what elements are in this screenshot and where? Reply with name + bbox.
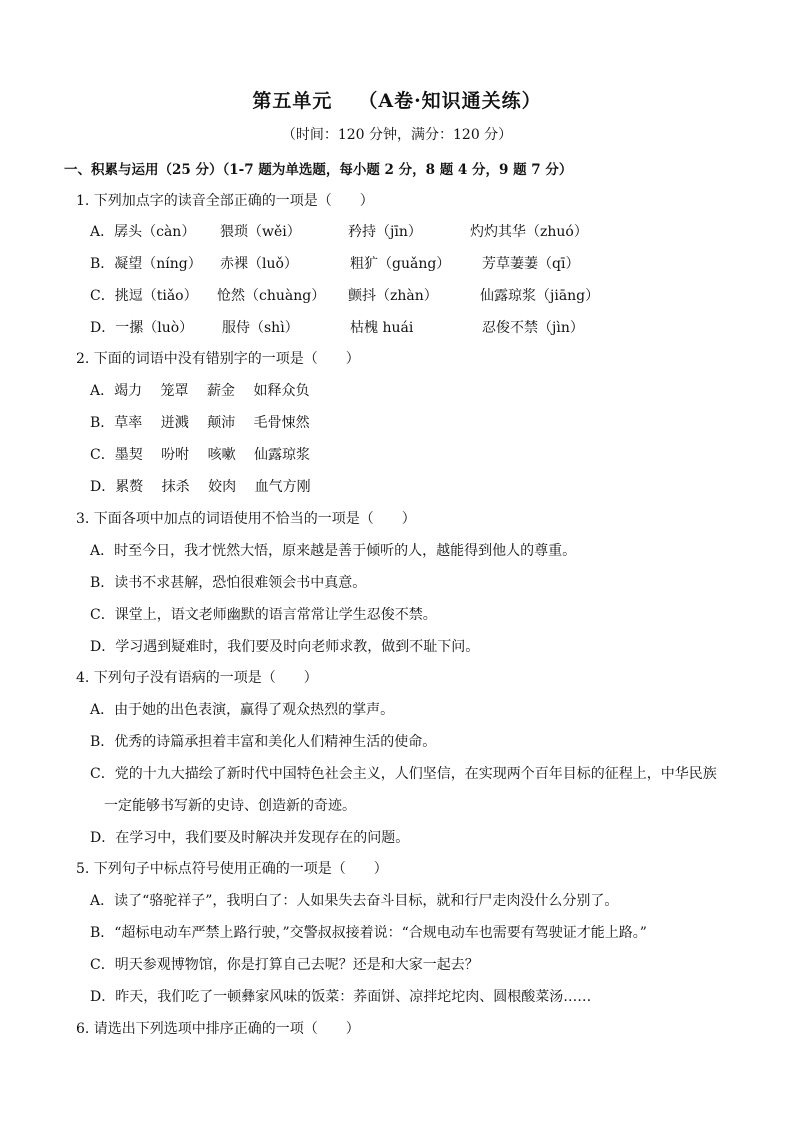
- exam-subtitle: （时间：120 分钟，满分：120 分）: [281, 127, 513, 143]
- q5-option-c: C．明天参观博物馆，你是打算自己去呢？还是和大家一起去？: [90, 957, 479, 973]
- title-paper: （A卷·知识通关练）: [358, 90, 542, 112]
- q4-option-c-continued: 一定能够书写新的史诗、创造新的奇迹。: [104, 798, 356, 814]
- q1-option-b-4: 芳草萋萋（qī）: [482, 256, 580, 272]
- q1-option-a-4: 灼灼其华（zhuó）: [470, 224, 588, 240]
- page-title: [0, 86, 794, 113]
- q2-option-b: B．草率 迸溅 颠沛 毛骨悚然: [90, 415, 310, 431]
- q1-option-c-2: 怆然（chuàng）: [217, 288, 326, 304]
- q3-option-b: B．读书不求甚解，恐怕很难领会书中真意。: [90, 575, 367, 591]
- section-heading: 一、积累与运用（25 分）（1-7 题为单选题，每小题 2 分，8 题 4 分，9 题 7 分）: [64, 162, 573, 178]
- q1-option-b-1: B．凝望（níng）: [90, 256, 202, 272]
- question-2-stem: 2. 下面的词语中没有错别字的一项是（ ）: [76, 351, 360, 367]
- q1-option-d-1: D．一摞（luò）: [90, 320, 194, 336]
- q4-option-c: C．党的十九大描绘了新时代中国特色社会主义，人们坚信，在实现两个百年目标的征程上，中华民族: [90, 766, 717, 782]
- q1-option-d-2: 服侍（shì）: [222, 320, 299, 336]
- q1-option-d-4: 忍俊不禁（jìn）: [482, 320, 584, 336]
- q1-option-d-3: 枯槐 huái: [350, 320, 414, 336]
- q1-option-a-1: A．孱头（càn）: [90, 224, 196, 240]
- q3-option-d: D．学习遇到疑难时，我们要及时向老师求教，做到不耻下问。: [90, 639, 480, 655]
- q5-option-b: B．“超标电动车严禁上路行驶，”交警叔叔接着说：“合规电动车也需要有驾驶证才能上路。”: [90, 925, 647, 941]
- q2-option-a: A．竭力 笼罩 薪金 如释众负: [90, 383, 310, 399]
- q1-option-c-1: C．挑逗（tiǎo）: [90, 288, 198, 304]
- q3-option-c: C．课堂上，语文老师幽默的语言常常让学生忍俊不禁。: [90, 607, 437, 623]
- q4-option-d: D．在学习中，我们要及时解决并发现存在的问题。: [90, 830, 410, 846]
- q4-option-a: A．由于她的出色表演，赢得了观众热烈的掌声。: [90, 702, 395, 718]
- q5-option-d: D．昨天，我们吃了一顿彝家风味的饭菜：荞面饼、凉拌坨坨肉、圆根酸菜汤……: [90, 989, 592, 1005]
- question-6-stem: 6. 请选出下列选项中排序正确的一项（ ）: [76, 1021, 360, 1037]
- question-5-stem: 5. 下列句子中标点符号使用正确的一项是（ ）: [76, 861, 388, 877]
- question-3-stem: 3. 下面各项中加点的词语使用不恰当的一项是（ ）: [76, 511, 416, 527]
- q1-option-a-3: 矜持（jīn）: [348, 224, 422, 240]
- q1-option-a-2: 猥琐（wěi）: [220, 224, 301, 240]
- q1-option-c-4: 仙露琼浆（jiāng）: [480, 288, 600, 304]
- q1-option-b-2: 赤裸（luǒ）: [220, 256, 298, 272]
- q2-option-c: C．墨契 吩咐 咳嗽 仙露琼浆: [90, 447, 311, 463]
- question-4-stem: 4. 下列句子没有语病的一项是（ ）: [76, 670, 318, 686]
- q1-option-b-3: 粗犷（guǎng）: [350, 256, 451, 272]
- q3-option-a: A．时至今日，我才恍然大悟，原来越是善于倾听的人，越能得到他人的尊重。: [90, 543, 577, 559]
- q2-option-d: D．累赘 抹杀 姣肉 血气方刚: [90, 479, 311, 495]
- title-unit: 第五单元: [252, 90, 333, 112]
- question-1-stem: 1. 下列加点字的读音全部正确的一项是（ ）: [76, 193, 374, 209]
- q5-option-a: A．读了“骆驼祥子”，我明白了：人如果失去奋斗目标，就和行尸走肉没什么分别了。: [90, 893, 619, 909]
- q1-option-c-3: 颤抖（zhàn）: [348, 288, 438, 304]
- q4-option-b: B．优秀的诗篇承担着丰富和美化人们精神生活的使命。: [90, 734, 437, 750]
